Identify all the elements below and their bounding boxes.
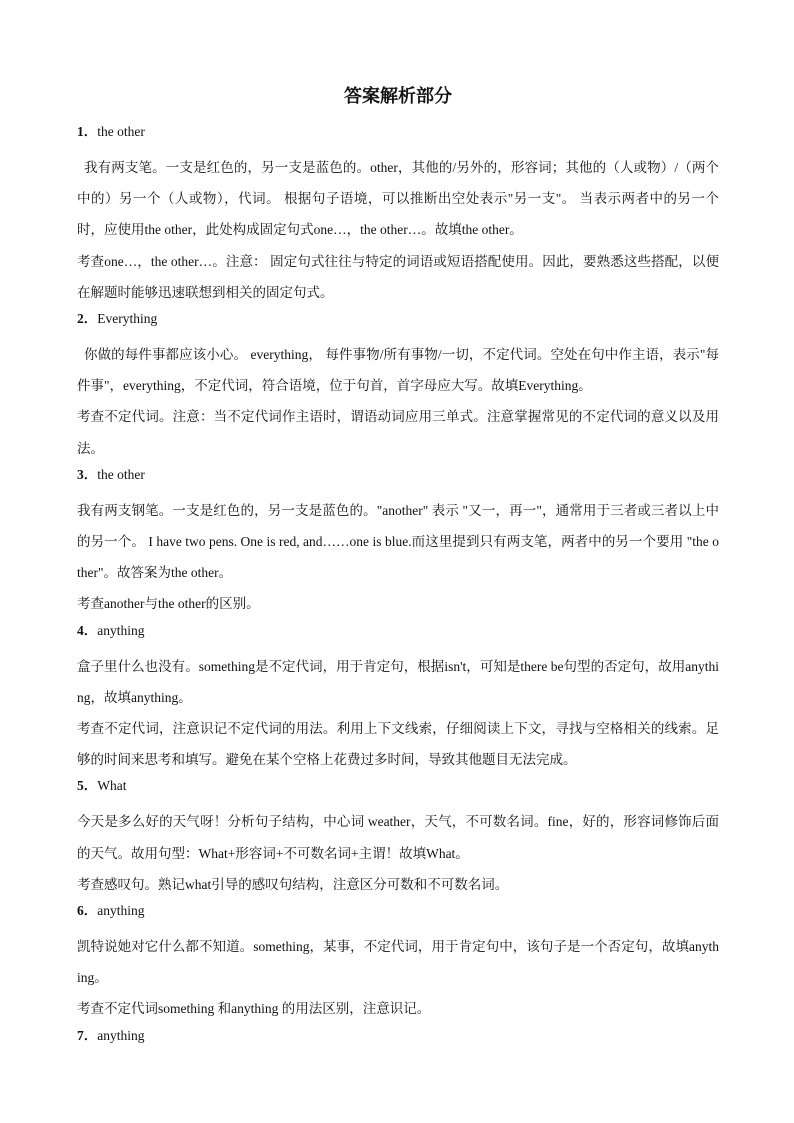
item-note: 考查不定代词。注意：当不定代词作主语时，谓语动词应用三单式。注意掌握常见的不定代词的意义以及用法。 <box>77 409 719 456</box>
item-heading <box>77 121 719 142</box>
item-note: 考查one…，the other…。注意： 固定句式往往与特定的词语或短语搭配使用。因此，要熟悉这些搭配，以便在解题时能够迅速联想到相关的固定句式。 <box>77 253 719 300</box>
item-heading <box>77 620 719 641</box>
answer-item-4 <box>77 620 719 776</box>
item-note: 考查不定代词，注意识记不定代词的用法。利用上下文线索，仔细阅读上下文，寻找与空格相关的线索。足够的时间来思考和填写。避免在某个空格上花费过多时间，导致其他题目无法完成。 <box>77 721 719 768</box>
answer-item-7 <box>77 1025 719 1046</box>
item-answer: anything <box>97 622 145 638</box>
item-answer: anything <box>97 1027 145 1043</box>
item-answer: anything <box>97 903 145 919</box>
item-number: 3． <box>77 466 98 482</box>
item-explanation: 凯特说她对它什么都不知道。something，某事，不定代词，用于肯定句中，该句子是一个否定句，故填anything。 <box>77 939 719 986</box>
item-answer: the other <box>97 466 145 482</box>
answer-item-1 <box>77 121 719 308</box>
item-explanation: 我有两支钢笔。一支是红色的，另一支是蓝色的。"another" 表示 "又一，再一"，通常用于三者或三者以上中的另一个。 I have two pens. One is red, and……one is blue.而这里提到只有两支笔，两者中的另一个要用 "the other"。故答案为the other。 <box>77 502 719 581</box>
item-number: 1． <box>77 124 98 139</box>
item-heading <box>77 308 719 329</box>
item-answer: What <box>97 778 127 794</box>
item-number: 6． <box>77 903 98 919</box>
item-number: 4． <box>77 622 98 638</box>
answer-item-2 <box>77 308 719 464</box>
item-answer: Everything <box>97 311 158 327</box>
item-number: 2． <box>77 311 98 327</box>
answer-item-3 <box>77 464 719 620</box>
item-heading <box>77 464 719 485</box>
item-number: 5． <box>77 778 98 794</box>
item-heading <box>77 1025 719 1046</box>
item-explanation: 我有两支笔。一支是红色的，另一支是蓝色的。other，其他的/另外的，形容词；其他的（人或物）/（两个中的）另一个（人或物），代词。 根据句子语境，可以推断出空处表示"另一支"。 当表示两者中的另一个时，应使用the other，此处构成固定句式one…，the other…。故填the other。 <box>77 160 719 238</box>
item-heading <box>77 900 719 921</box>
answer-item-6 <box>77 900 719 1025</box>
item-explanation: 你做的每件事都应该小心。 everything， 每件事物/所有事物/一切，不定代词。空处在句中作主语，表示"每件事"，everything，不定代词，符合语境，位于句首，首字母应大写。故填Everything。 <box>77 347 719 394</box>
item-explanation: 今天是多么好的天气呀！分析句子结构，中心词 weather，天气，不可数名词。fine，好的，形容词修饰后面的天气。故用句型：What+形容词+不可数名词+主谓！故填What。 <box>77 814 719 861</box>
item-note: 考查another与the other的区别。 <box>77 596 260 612</box>
item-note: 考查不定代词something 和anything 的用法区别，注意识记。 <box>77 1001 431 1017</box>
item-number: 7． <box>77 1027 98 1043</box>
item-heading <box>77 775 719 796</box>
answer-page <box>77 84 719 1056</box>
page-title: 答案解析部分 <box>344 86 452 107</box>
item-note: 考查感叹句。熟记what引导的感叹句结构，注意区分可数和不可数名词。 <box>77 876 509 892</box>
item-answer: the other <box>97 124 145 139</box>
item-explanation: 盒子里什么也没有。something是不定代词，用于肯定句，根据isn't，可知是there be句型的否定句，故用anything，故填anything。 <box>77 658 719 705</box>
answer-item-5 <box>77 775 719 900</box>
